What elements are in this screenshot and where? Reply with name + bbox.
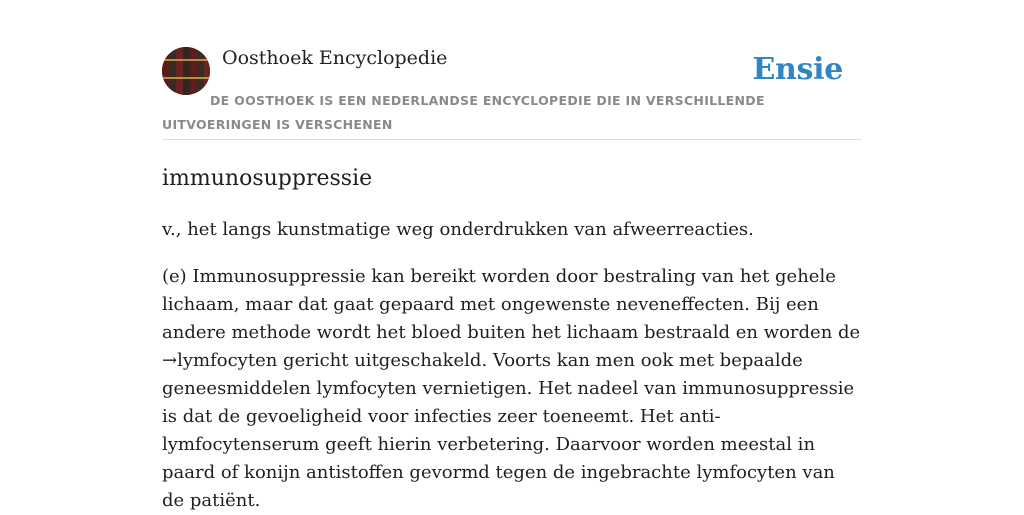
arrow-icon: → <box>162 350 178 371</box>
brand-logo[interactable]: Ensie <box>752 52 843 87</box>
entry-body <box>162 263 862 515</box>
entry-page <box>162 0 862 511</box>
page-title: immunosuppressie <box>162 166 373 191</box>
lymfocyten-link[interactable]: lymfocyten <box>177 350 278 371</box>
encyclopedia-books-icon[interactable] <box>162 47 210 95</box>
source-header <box>162 0 862 140</box>
entry-body-text: (e) Immunosuppressie kan bereikt worden door bestraling van het gehele lichaam, maar dat gaat gepaard met ongewenste neveneffecten. Bij een andere methode wordt het bloed buiten het lichaam bestraald en worden de <box>162 266 861 343</box>
entry-body-text-continued: gericht uitgeschakeld. Voorts kan men ook met bepaalde geneesmiddelen lymfocyten vernietigen. Het nadeel van immunosuppressie is dat de gevoeligheid voor infecties zeer toeneemt. Het anti-lymfocytenserum geeft hierin verbetering. Daarvoor worden meestal in paard of konijn antistoffen gevormd tegen de ingebrachte lymfocyten van de patiënt. <box>162 350 855 511</box>
source-title[interactable]: Oosthoek Encyclopedie <box>222 47 448 69</box>
source-subtitle: DE OOSTHOEK IS EEN NEDERLANDSE ENCYCLOPEDIE DIE IN VERSCHILLENDE UITVOERINGEN IS VERSCHENEN <box>162 93 765 132</box>
entry-definition: v., het langs kunstmatige weg onderdrukken van afweerreacties. <box>162 219 754 240</box>
